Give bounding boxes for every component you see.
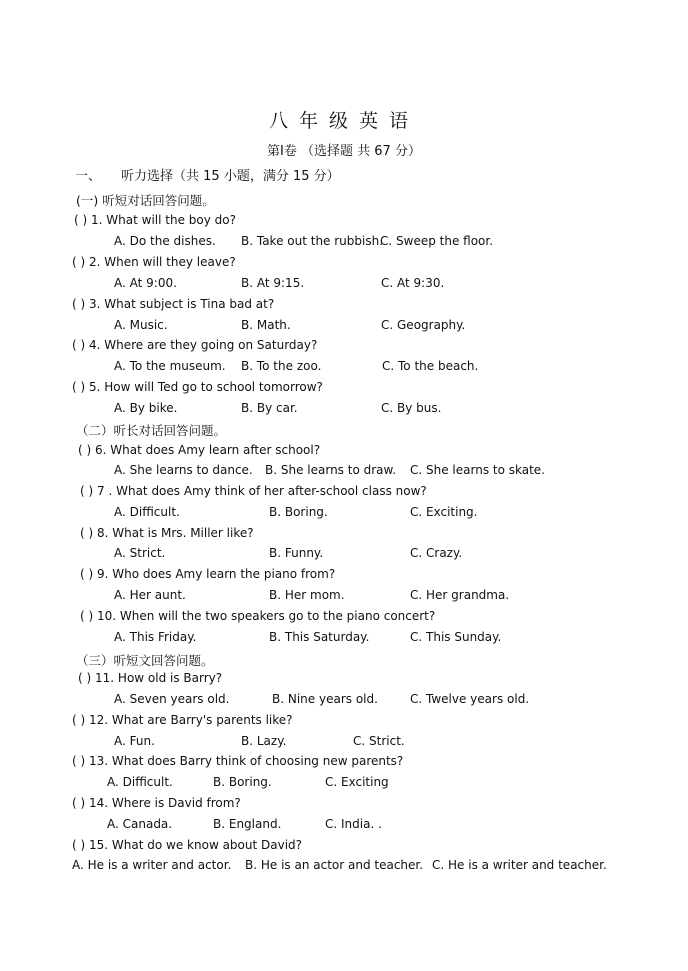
section-heading [75, 165, 340, 184]
question-text: 9. Who does Amy learn the piano from? [97, 567, 336, 581]
question-text: 14. Where is David from? [89, 796, 241, 810]
option-a: A. Canada. [107, 817, 173, 831]
option-a: A. Her aunt. [114, 588, 186, 602]
option-c: C. To the beach. [382, 359, 479, 373]
question-10 [80, 609, 435, 623]
option-a: A. Fun. [114, 734, 155, 748]
question-text: 13. What does Barry think of choosing new parents? [89, 754, 404, 768]
option-b: B. Lazy. [241, 734, 287, 748]
option-b: B. Math. [241, 318, 291, 332]
option-b: B. At 9:15. [241, 276, 305, 290]
answer-bracket[interactable]: ( ) [72, 338, 86, 352]
answer-bracket[interactable]: ( ) [72, 255, 86, 269]
section-number: 一、 [75, 169, 102, 184]
question-1 [74, 213, 236, 227]
answer-bracket[interactable]: ( ) [72, 796, 86, 810]
option-b: B. Funny. [269, 546, 324, 560]
page-title: 八年级英语 [268, 110, 419, 132]
option-b: B. Boring. [213, 775, 272, 789]
option-b: B. This Saturday. [269, 630, 370, 644]
option-a: A. Difficult. [107, 775, 173, 789]
option-a: A. Do the dishes. [114, 234, 216, 248]
question-7 [80, 484, 427, 498]
option-c: C. He is a writer and teacher. [432, 858, 607, 872]
answer-bracket[interactable]: ( ) [72, 297, 86, 311]
option-a: A. At 9:00. [114, 276, 177, 290]
answer-bracket[interactable]: ( ) [72, 380, 86, 394]
question-8 [80, 526, 254, 540]
question-text: 1. What will the boy do? [91, 213, 236, 227]
question-3 [72, 297, 274, 311]
question-4 [72, 338, 317, 352]
answer-bracket[interactable]: ( ) [78, 443, 92, 457]
section-label: 听力选择（共 15 小题，满分 15 分） [121, 169, 340, 184]
option-b: B. He is an actor and teacher. [245, 858, 424, 872]
question-text: 3. What subject is Tina bad at? [89, 297, 275, 311]
question-text: 2. When will they leave? [89, 255, 236, 269]
question-text: 8. What is Mrs. Miller like? [97, 526, 254, 540]
answer-bracket[interactable]: ( ) [80, 567, 94, 581]
answer-bracket[interactable]: ( ) [80, 526, 94, 540]
option-b: B. England. [213, 817, 282, 831]
question-9 [80, 567, 335, 581]
answer-bracket[interactable]: ( ) [74, 213, 88, 227]
option-c: C. India. . [325, 817, 382, 831]
question-text: 5. How will Ted go to school tomorrow? [89, 380, 323, 394]
answer-bracket[interactable]: ( ) [72, 713, 86, 727]
question-6 [78, 443, 320, 457]
option-c: C. Exciting [325, 775, 389, 789]
question-12 [72, 713, 293, 727]
part-heading-3: （三）听短文回答问题。 [76, 653, 214, 668]
part-heading-1: (一) 听短对话回答问题。 [76, 193, 215, 208]
answer-bracket[interactable]: ( ) [72, 838, 86, 852]
option-a: A. By bike. [114, 401, 178, 415]
answer-bracket[interactable]: ( ) [80, 609, 94, 623]
option-a: A. Strict. [114, 546, 166, 560]
option-c: C. Her grandma. [410, 588, 510, 602]
question-text: 4. Where are they going on Saturday? [89, 338, 318, 352]
question-text: 6. What does Amy learn after school? [95, 443, 321, 457]
question-13 [72, 754, 403, 768]
option-a: A. He is a writer and actor. [72, 858, 232, 872]
question-text: 7 . What does Amy think of her after-school class now? [97, 484, 427, 498]
question-11 [78, 671, 222, 685]
question-text: 15. What do we know about David? [89, 838, 303, 852]
question-text: 12. What are Barry's parents like? [89, 713, 293, 727]
option-a: A. She learns to dance. [114, 463, 253, 477]
answer-bracket[interactable]: ( ) [72, 754, 86, 768]
option-c: C. At 9:30. [381, 276, 445, 290]
answer-bracket[interactable]: ( ) [80, 484, 94, 498]
option-c: C. Geography. [381, 318, 466, 332]
part-heading-2: （二）听长对话回答问题。 [76, 423, 227, 438]
option-c: C. Exciting. [410, 505, 478, 519]
option-a: A. This Friday. [114, 630, 197, 644]
option-b: B. Take out the rubbish. [241, 234, 384, 248]
question-14 [72, 796, 241, 810]
option-a: A. Music. [114, 318, 168, 332]
question-text: 11. How old is Barry? [95, 671, 223, 685]
option-b: B. To the zoo. [241, 359, 322, 373]
option-c: C. Twelve years old. [410, 692, 530, 706]
option-c: C. She learns to skate. [410, 463, 545, 477]
option-b: B. Nine years old. [272, 692, 378, 706]
option-b: B. Her mom. [269, 588, 345, 602]
question-text: 10. When will the two speakers go to the piano concert? [97, 609, 436, 623]
option-b: B. Boring. [269, 505, 328, 519]
option-c: C. By bus. [381, 401, 442, 415]
option-c: C. This Sunday. [410, 630, 502, 644]
question-2 [72, 255, 236, 269]
option-c: C. Strict. [353, 734, 405, 748]
question-15 [72, 838, 302, 852]
answer-bracket[interactable]: ( ) [78, 671, 92, 685]
option-b: B. She learns to draw. [265, 463, 397, 477]
option-b: B. By car. [241, 401, 298, 415]
option-c: C. Crazy. [410, 546, 463, 560]
page-subtitle: 第Ⅰ卷 （选择题 共 67 分） [267, 144, 421, 159]
option-a: A. Difficult. [114, 505, 180, 519]
question-5 [72, 380, 323, 394]
option-a: A. Seven years old. [114, 692, 230, 706]
option-c: C. Sweep the floor. [380, 234, 494, 248]
option-a: A. To the museum. [114, 359, 226, 373]
